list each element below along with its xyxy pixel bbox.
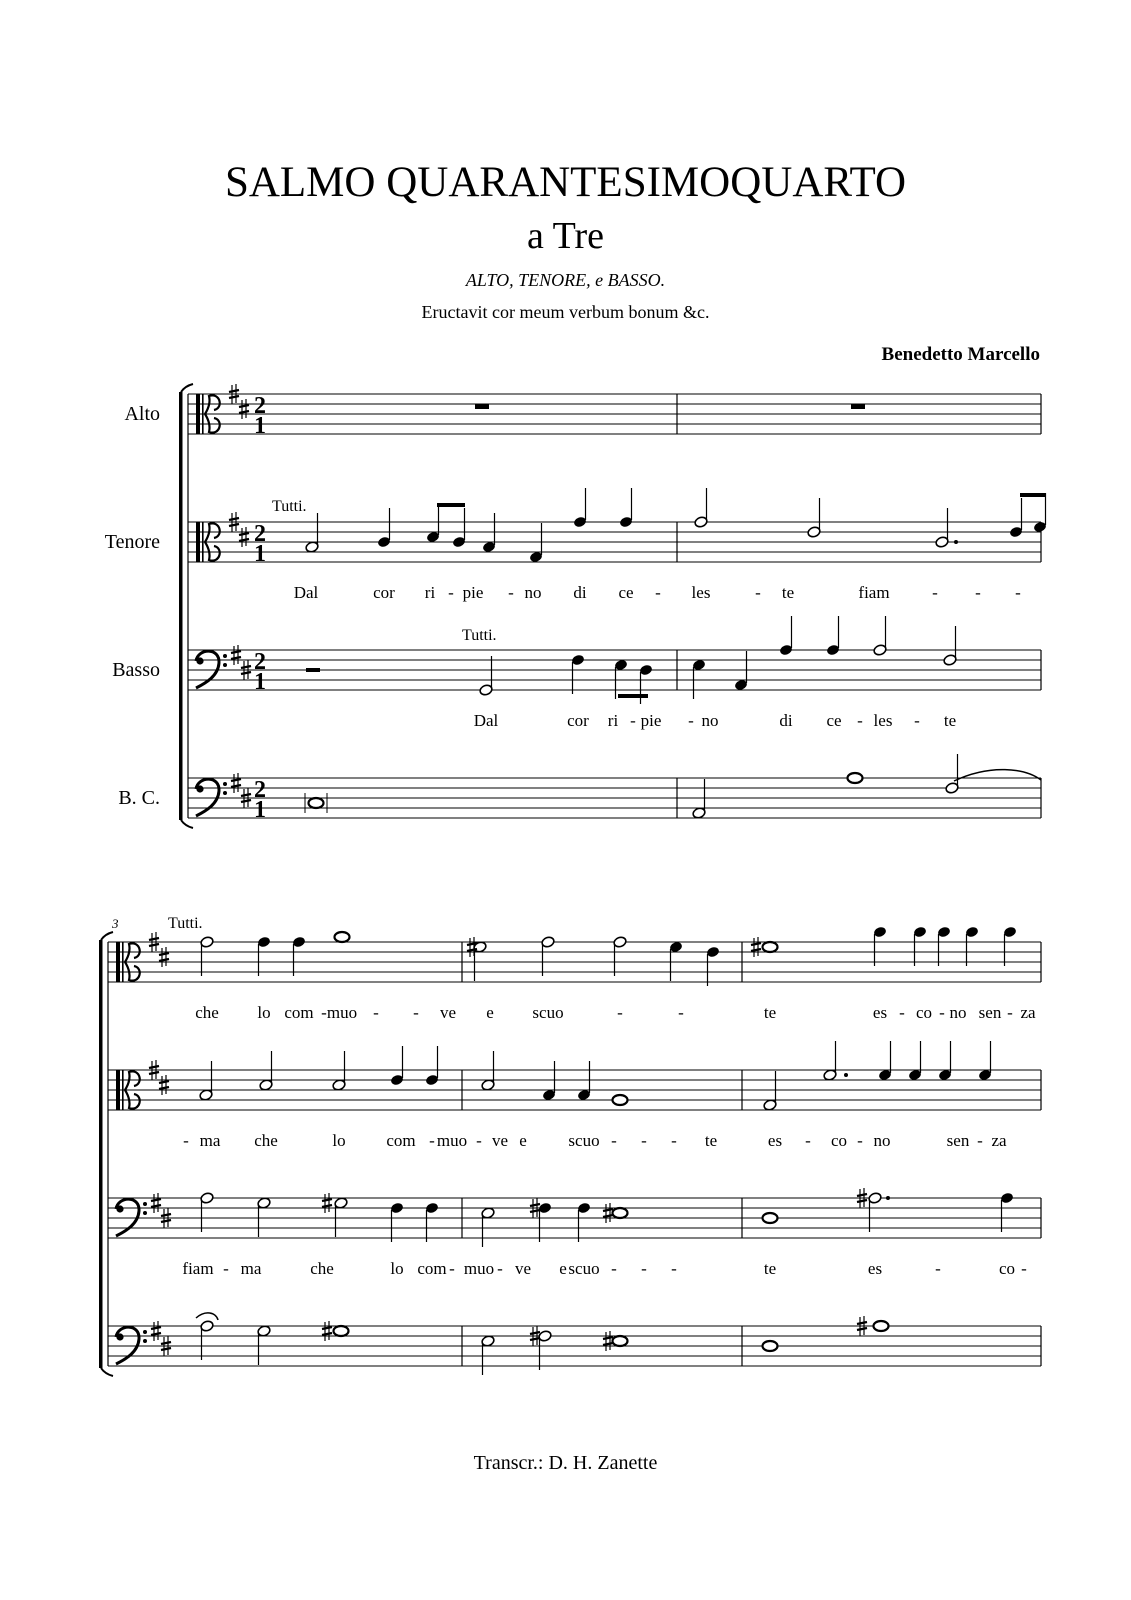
- lyric-hyphen: -: [655, 583, 661, 602]
- lyric-syllable: ve: [439, 1003, 457, 1022]
- lyric-hyphen: -: [641, 1259, 647, 1278]
- lyric-syllable: ri: [607, 711, 619, 730]
- time-signature-denominator: 1: [254, 413, 266, 439]
- staff: [108, 932, 1041, 982]
- lyric-hyphen: -: [977, 1131, 983, 1150]
- lyric-syllable: ma: [240, 1259, 262, 1278]
- lyric-syllable: ri: [424, 583, 436, 602]
- lyric-syllable: di: [573, 583, 587, 602]
- lyric-hyphen: -: [688, 711, 694, 730]
- sharp-sign: [322, 1321, 332, 1341]
- time-signature-numerator: 2: [254, 649, 266, 675]
- sharp-sign: [239, 399, 249, 419]
- dot: [954, 540, 958, 544]
- lyric-syllable: te: [943, 711, 957, 730]
- lyric-hyphen: -: [1015, 583, 1021, 602]
- lyric-hyphen: -: [935, 1259, 941, 1278]
- lyric-syllable: sen: [946, 1131, 970, 1150]
- system-bracket: [99, 932, 113, 1376]
- lyric-syllable: e: [519, 1131, 527, 1150]
- whole-rest: [851, 404, 865, 409]
- lyric-syllable: co: [998, 1259, 1016, 1278]
- lyric-hyphen: -: [448, 583, 454, 602]
- lyric-syllable: di: [779, 711, 793, 730]
- dot: [886, 1196, 890, 1200]
- notehead: [874, 1321, 889, 1331]
- time-signature-numerator: 2: [254, 777, 266, 803]
- notehead: [613, 1336, 628, 1346]
- beam: [437, 503, 465, 507]
- lyric-hyphen: -: [373, 1003, 379, 1022]
- lyric-hyphen: -: [449, 1259, 455, 1278]
- lyric-hyphen: -: [223, 1259, 229, 1278]
- lyric-syllable: fiam: [182, 1259, 214, 1278]
- lyric-syllable: com: [417, 1259, 447, 1278]
- part-label-basso: Basso: [112, 659, 160, 681]
- tie: [954, 770, 1041, 781]
- half-rest: [306, 668, 320, 672]
- staff: [188, 384, 1041, 439]
- lyric-hyphen: -: [932, 583, 938, 602]
- notehead: [763, 1213, 778, 1223]
- lyric-hyphen: -: [508, 583, 514, 602]
- lyric-syllable: te: [763, 1259, 777, 1278]
- staff: [188, 512, 1041, 567]
- lyric-syllable: muo: [326, 1003, 358, 1022]
- measure-number: 3: [112, 916, 119, 931]
- part-label-alto: Alto: [124, 403, 160, 425]
- lyric-syllable: scuo: [568, 1259, 600, 1278]
- system-bracket: [179, 384, 193, 828]
- time-signature-denominator: 1: [254, 669, 266, 695]
- lyric-syllable: lo: [390, 1259, 404, 1278]
- lyric-syllable: pie: [462, 583, 484, 602]
- lyric-hyphen: -: [899, 1003, 905, 1022]
- lyric-syllable: no: [873, 1131, 891, 1150]
- lyric-syllable: muo: [436, 1131, 468, 1150]
- lyric-hyphen: -: [413, 1003, 419, 1022]
- lyric-hyphen: -: [975, 583, 981, 602]
- lyric-syllable: ve: [514, 1259, 532, 1278]
- lyric-syllable: no: [949, 1003, 967, 1022]
- lyric-syllable: scuo: [568, 1131, 600, 1150]
- part-label-tenore: Tenore: [104, 531, 160, 553]
- lyric-syllable: za: [1020, 1003, 1036, 1022]
- expression-tutti: Tutti.: [168, 915, 203, 932]
- lyric-hyphen: -: [497, 1259, 503, 1278]
- lyric-syllable: scuo: [532, 1003, 564, 1022]
- staff: [108, 1321, 1041, 1366]
- sharp-sign: [239, 527, 249, 547]
- system-1: [179, 384, 1047, 828]
- lyric-hyphen: -: [678, 1003, 684, 1022]
- lyric-hyphen: -: [1021, 1259, 1027, 1278]
- lyric-syllable: Dal: [473, 711, 499, 730]
- lyric-syllable: les: [873, 711, 893, 730]
- lyric-syllable: pie: [640, 711, 662, 730]
- composer-name: Benedetto Marcello: [881, 344, 1040, 365]
- lyric-hyphen: -: [805, 1131, 811, 1150]
- lyric-syllable: cor: [373, 583, 395, 602]
- lyric-syllable: fiam: [858, 583, 890, 602]
- lyric-syllable: muo: [463, 1259, 495, 1278]
- lyric-syllable: cor: [567, 711, 589, 730]
- tie: [196, 1313, 218, 1320]
- system-2: [99, 926, 1041, 1376]
- lyric-syllable: es: [872, 1003, 888, 1022]
- lyric-syllable: ve: [491, 1131, 509, 1150]
- lyric-hyphen: -: [641, 1131, 647, 1150]
- lyric-syllable: sen: [978, 1003, 1002, 1022]
- lyric-syllable: les: [691, 583, 711, 602]
- lyric-syllable: co: [830, 1131, 848, 1150]
- lyric-hyphen: -: [429, 1131, 435, 1150]
- expression-tutti: Tutti.: [272, 498, 307, 515]
- lyric-hyphen: -: [1007, 1003, 1013, 1022]
- lyric-syllable: che: [195, 1003, 219, 1022]
- beam: [618, 694, 648, 698]
- sharp-sign: [231, 645, 241, 665]
- lyric-hyphen: -: [857, 711, 863, 730]
- lyric-syllable: che: [310, 1259, 334, 1278]
- lyric-hyphen: -: [671, 1131, 677, 1150]
- time-signature-numerator: 2: [254, 393, 266, 419]
- expression-tutti: Tutti.: [462, 627, 497, 644]
- lyric-syllable: lo: [332, 1131, 346, 1150]
- notehead: [613, 1095, 628, 1105]
- lyric-syllable: za: [991, 1131, 1007, 1150]
- sharp-sign: [151, 1321, 161, 1341]
- lyric-hyphen: -: [321, 1003, 327, 1022]
- whole-rest: [475, 404, 489, 409]
- lyric-syllable: co: [915, 1003, 933, 1022]
- lyric-syllable: es: [767, 1131, 783, 1150]
- lyric-syllable: no: [524, 583, 542, 602]
- lyric-hyphen: -: [617, 1003, 623, 1022]
- lyric-syllable: e: [559, 1259, 567, 1278]
- staff: [108, 1193, 1041, 1238]
- lyric-syllable: ce: [826, 711, 842, 730]
- part-labels: [105, 403, 160, 809]
- voicing-line: ALTO, TENORE, e BASSO.: [465, 270, 666, 290]
- lyric-hyphen: -: [183, 1131, 189, 1150]
- sharp-sign: [151, 1193, 161, 1213]
- sharp-sign: [751, 937, 761, 957]
- lyric-syllable: Dal: [293, 583, 319, 602]
- notehead: [763, 942, 778, 952]
- notehead: [309, 798, 324, 808]
- lyric-hyphen: -: [671, 1259, 677, 1278]
- lyric-hyphen: -: [611, 1131, 617, 1150]
- lyric-hyphen: -: [914, 711, 920, 730]
- notehead: [334, 1326, 349, 1336]
- notehead: [763, 1341, 778, 1351]
- lyric-syllable: com: [284, 1003, 314, 1022]
- sharp-sign: [231, 773, 241, 793]
- part-label-bc: B. C.: [118, 787, 160, 809]
- lyric-hyphen: -: [857, 1131, 863, 1150]
- notehead: [848, 773, 863, 783]
- staff: [108, 1060, 1041, 1110]
- lyric-syllable: ma: [199, 1131, 221, 1150]
- lyric-syllable: lo: [257, 1003, 271, 1022]
- lyric-hyphen: -: [611, 1259, 617, 1278]
- lyrics: [182, 583, 1036, 1278]
- beam: [1020, 493, 1046, 497]
- lyric-syllable: te: [781, 583, 795, 602]
- lyric-hyphen: -: [630, 711, 636, 730]
- time-signature-denominator: 1: [254, 797, 266, 823]
- lyric-syllable: es: [867, 1259, 883, 1278]
- time-signature-denominator: 1: [254, 541, 266, 567]
- lyric-syllable: che: [254, 1131, 278, 1150]
- notehead: [335, 932, 350, 942]
- lyric-syllable: ce: [618, 583, 634, 602]
- score-subtitle: a Tre: [526, 215, 605, 257]
- sharp-sign: [322, 1193, 332, 1213]
- score-title: SALMO QUARANTESIMOQUARTO: [224, 159, 907, 206]
- sharp-sign: [159, 947, 169, 967]
- dot: [844, 1073, 848, 1077]
- incipit-line: Eructavit cor meum verbum bonum &c.: [421, 302, 710, 322]
- time-signature-numerator: 2: [254, 521, 266, 547]
- notehead: [613, 1208, 628, 1218]
- lyric-syllable: com: [386, 1131, 416, 1150]
- transcriber-credit: Transcr.: D. H. Zanette: [473, 1452, 658, 1474]
- sharp-sign: [159, 1075, 169, 1095]
- lyric-hyphen: -: [476, 1131, 482, 1150]
- lyric-hyphen: -: [939, 1003, 945, 1022]
- lyric-syllable: no: [701, 711, 719, 730]
- lyric-syllable: e: [486, 1003, 494, 1022]
- lyric-syllable: te: [704, 1131, 718, 1150]
- lyric-hyphen: -: [755, 583, 761, 602]
- lyric-syllable: te: [763, 1003, 777, 1022]
